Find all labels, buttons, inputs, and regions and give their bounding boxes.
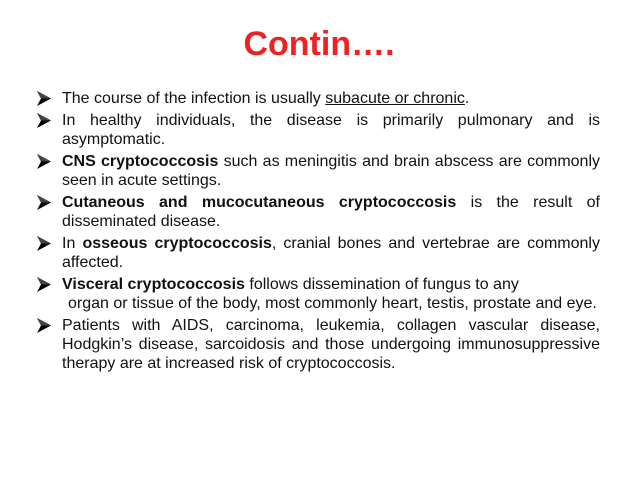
- bullet-text: Patients with AIDS, carcinoma, leukemia, collagen vascular disease, Hodgkin’s disease, sarcoidosis and those undergoing immunosuppressive therapy are at increased risk of cryptococcosis.: [62, 317, 600, 372]
- bullet-text: follows dissemination of fungus to any: [244, 276, 519, 293]
- bullet-continuation-text: organ or tissue of the body, most commonly heart, testis, prostate and eye.: [68, 295, 597, 312]
- bullet-text: , cranial bones and vertebrae are commonly affected.: [62, 235, 600, 271]
- bullet-item: [36, 111, 600, 149]
- slide-title: Contin….: [243, 25, 395, 63]
- arrow-bullet-icon: [36, 91, 52, 106]
- bullet-text: .: [464, 90, 470, 107]
- bullet-bold-term: Cutaneous and mucocutaneous cryptococcosis: [62, 194, 457, 211]
- bullet-item: [36, 275, 600, 313]
- arrow-bullet-icon: [36, 113, 52, 128]
- arrow-bullet-icon: [36, 236, 52, 251]
- bullet-bold-term: Visceral cryptococcosis: [62, 276, 245, 293]
- arrow-bullet-icon: [36, 277, 52, 292]
- bullet-underline-text: subacute or chronic: [325, 90, 465, 107]
- bullet-text: such as meningitis and brain abscess are commonly seen in acute settings.: [62, 153, 601, 189]
- bullet-bold-term: osseous cryptococcosis: [82, 235, 272, 252]
- bullet-text: In: [62, 235, 83, 252]
- bullet-bold-term: CNS cryptococcosis: [62, 153, 219, 170]
- arrow-bullet-icon: [36, 195, 52, 210]
- bullet-text: In healthy individuals, the disease is primarily pulmonary and is asymptomatic.: [62, 112, 600, 148]
- bullet-item: [36, 234, 600, 272]
- bullet-item: [36, 89, 600, 108]
- arrow-bullet-icon: [36, 318, 52, 333]
- bullet-item: [36, 152, 600, 190]
- bullet-text: The course of the infection is usually: [62, 90, 326, 107]
- bullet-list: [36, 89, 600, 376]
- arrow-bullet-icon: [36, 154, 52, 169]
- bullet-item: [36, 316, 600, 373]
- bullet-item: [36, 193, 600, 231]
- bullet-text: is the result of disseminated disease.: [62, 194, 600, 230]
